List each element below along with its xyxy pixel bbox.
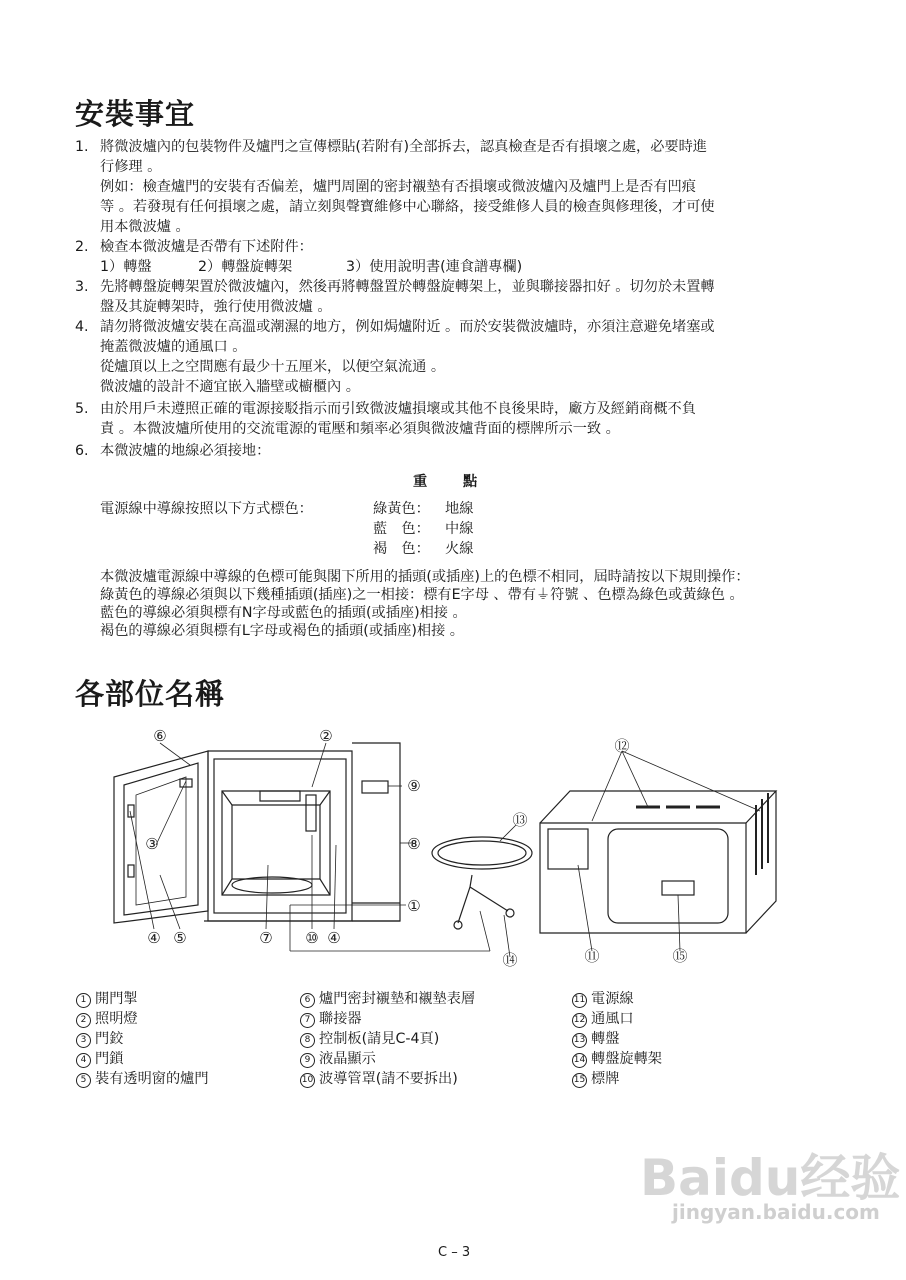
legend-number: 12 [572,1013,587,1028]
legend-label: 聯接器 [319,1011,362,1027]
wire-color-label: 電源線中導線按照以下方式標色： [100,501,313,517]
callout-12: ⑫ [614,737,630,755]
legend-item [572,1010,634,1028]
oven-door [114,751,208,923]
legend-number: 13 [572,1033,587,1048]
wire-note: 藍色的導線必須與標有N字母或藍色的插頭(或插座)相接 。 [100,605,467,621]
accessory-roller-ring: 2）轉盤旋轉架 [198,259,293,275]
callout-13: ⑬ [512,811,528,829]
callout-3: ③ [145,835,159,853]
wire-note: 本微波爐電源線中導線的色標可能與閣下所用的插頭(或插座)上的色標不相同，屆時請按以下規則操作： [100,569,750,585]
item-line: 本微波爐的地線必須接地： [100,443,271,459]
item-line: 檢查本微波爐是否帶有下述附件： [100,239,313,255]
oven-rear [540,823,746,933]
turntable [432,837,532,869]
legend-item [300,1030,439,1048]
legend-item [572,1030,619,1048]
lamp [260,791,300,801]
item-line: 從爐頂以上之空間應有最少十五厘米，以便空氣流通 。 [100,359,446,375]
legend-number: 5 [76,1073,91,1088]
legend-item [300,1050,376,1068]
accessory-manual: 3）使用說明書(連食譜專欄) [346,259,523,275]
important-heading-char-2: 點 [463,474,478,490]
legend-number: 3 [76,1033,91,1048]
legend-number: 15 [572,1073,587,1088]
legend-item [300,1010,362,1028]
microwave-parts-diagram [100,725,790,975]
legend-item [76,990,138,1008]
legend-number: 11 [572,993,587,1008]
legend-item [76,1010,138,1028]
item-line: 行修理 。 [100,159,162,175]
legend-number: 6 [300,993,315,1008]
control-panel [352,743,400,921]
item-line: 責 。本微波爐所使用的交流電源的電壓和頻率必須與微波爐背面的標牌所示一致 。 [100,421,620,437]
page-number: C – 3 [438,1245,471,1260]
item-number: 6. [75,443,89,459]
legend-number: 9 [300,1053,315,1068]
wire-meaning-live: 火線 [445,541,474,557]
legend-item [300,990,475,1008]
item-number: 2. [75,239,89,255]
roller-ring [458,875,508,923]
item-line: 用本微波爐 。 [100,219,190,235]
legend-label: 照明燈 [95,1011,138,1027]
item-line: 微波爐的設計不適宜嵌入牆壁或櫥櫃內 。 [100,379,360,395]
legend-label: 爐門密封襯墊和襯墊表層 [319,991,476,1007]
legend-label: 門鉸 [95,1031,124,1047]
legend-label: 控制板(請見C-4頁) [319,1031,440,1047]
item-line: 例如：檢查爐門的安裝有否偏差，爐門周圍的密封襯墊有否損壞或微波爐內及爐門上是否有凹痕 [100,179,696,195]
legend-number: 7 [300,1013,315,1028]
legend-item [572,1050,662,1068]
item-line: 請勿將微波爐安裝在高溫或潮濕的地方，例如焗爐附近 。而於安裝微波爐時，亦須注意避免堵塞或 [100,319,715,335]
display-window [362,781,388,793]
callout-6: ⑥ [153,727,167,745]
legend-label: 轉盤 [591,1031,620,1047]
legend-label: 門鎖 [95,1051,124,1067]
legend-item [572,990,634,1008]
legend-item [76,1070,209,1088]
item-line: 掩蓋微波爐的通風口 。 [100,339,247,355]
legend-number: 14 [572,1053,587,1068]
callout-4b: ④ [327,929,341,947]
item-line: 將微波爐內的包裝物件及爐門之宣傳標貼(若附有)全部拆去，認真檢查是否有損壞之處，必要時進 [100,139,707,155]
legend-item [76,1050,123,1068]
legend-label: 轉盤旋轉架 [591,1051,662,1067]
item-line: 由於用戶未遵照正確的電源接駁指示而引致微波爐損壞或其他不良後果時，廠方及經銷商概不負 [100,401,696,417]
baidu-watermark-url: jingyan.baidu.com [672,1200,880,1224]
wire-color-earth: 綠黃色： [373,501,430,517]
callout-10: ⑩ [305,929,319,947]
section-title-parts: 各部位名稱 [75,677,226,711]
accessory-turntable: 1）轉盤 [100,259,152,275]
baidu-watermark-logo: Baidu经验 [640,1149,901,1207]
item-number: 4. [75,319,89,335]
legend-item [76,1030,123,1048]
legend-label: 標牌 [591,1071,620,1087]
callout-15: ⑮ [672,947,688,965]
wire-meaning-neutral: 中線 [445,521,474,537]
legend-label: 開門掣 [95,991,138,1007]
callout-7: ⑦ [259,929,273,947]
wire-note: 褐色的導線必須與標有L字母或褐色的插頭(或插座)相接 。 [100,623,464,639]
legend-number: 10 [300,1073,315,1088]
wire-color-neutral: 藍 色： [373,521,430,537]
item-number: 5. [75,401,89,417]
callout-8: ⑧ [407,835,421,853]
wire-note: 綠黃色的導線必須與以下幾種插頭(插座)之一相接：標有E字母 、帶有⏚符號 、色標為綠色或黃綠色 。 [100,587,744,603]
callout-14: ⑭ [502,951,518,969]
callout-1: ① [407,897,421,915]
legend-number: 2 [76,1013,91,1028]
wire-color-live: 褐 色： [373,541,430,557]
callout-11: ⑪ [584,947,600,965]
item-line: 等 。若發現有任何損壞之處，請立刻與聲寶維修中心聯絡，接受維修人員的檢查與修理後，才可使 [100,199,715,215]
important-heading-char-1: 重 [413,474,428,490]
legend-item [572,1070,619,1088]
section-title-installation: 安裝事宜 [75,97,196,131]
callout-5: ⑤ [173,929,187,947]
item-line: 盤及其旋轉架時，強行使用微波爐 。 [100,299,332,315]
legend-label: 波導管罩(請不要拆出) [319,1071,458,1087]
item-number: 1. [75,139,89,155]
waveguide-cover [306,795,316,831]
item-number: 3. [75,279,89,295]
callout-2: ② [319,727,333,745]
callout-9: ⑨ [407,777,421,795]
legend-item [300,1070,458,1088]
wire-meaning-earth: 地線 [445,501,474,517]
item-line: 先將轉盤旋轉架置於微波爐內，然後再將轉盤置於轉盤旋轉架上，並與聯接器扣好 。切勿於未置轉 [100,279,715,295]
callout-4a: ④ [147,929,161,947]
legend-number: 8 [300,1033,315,1048]
legend-label: 裝有透明窗的爐門 [95,1071,209,1087]
legend-number: 4 [76,1053,91,1068]
legend-label: 電源線 [591,991,634,1007]
legend-label: 液晶顯示 [319,1051,376,1067]
rating-label [662,881,694,895]
legend-number: 1 [76,993,91,1008]
legend-label: 通風口 [591,1011,634,1027]
